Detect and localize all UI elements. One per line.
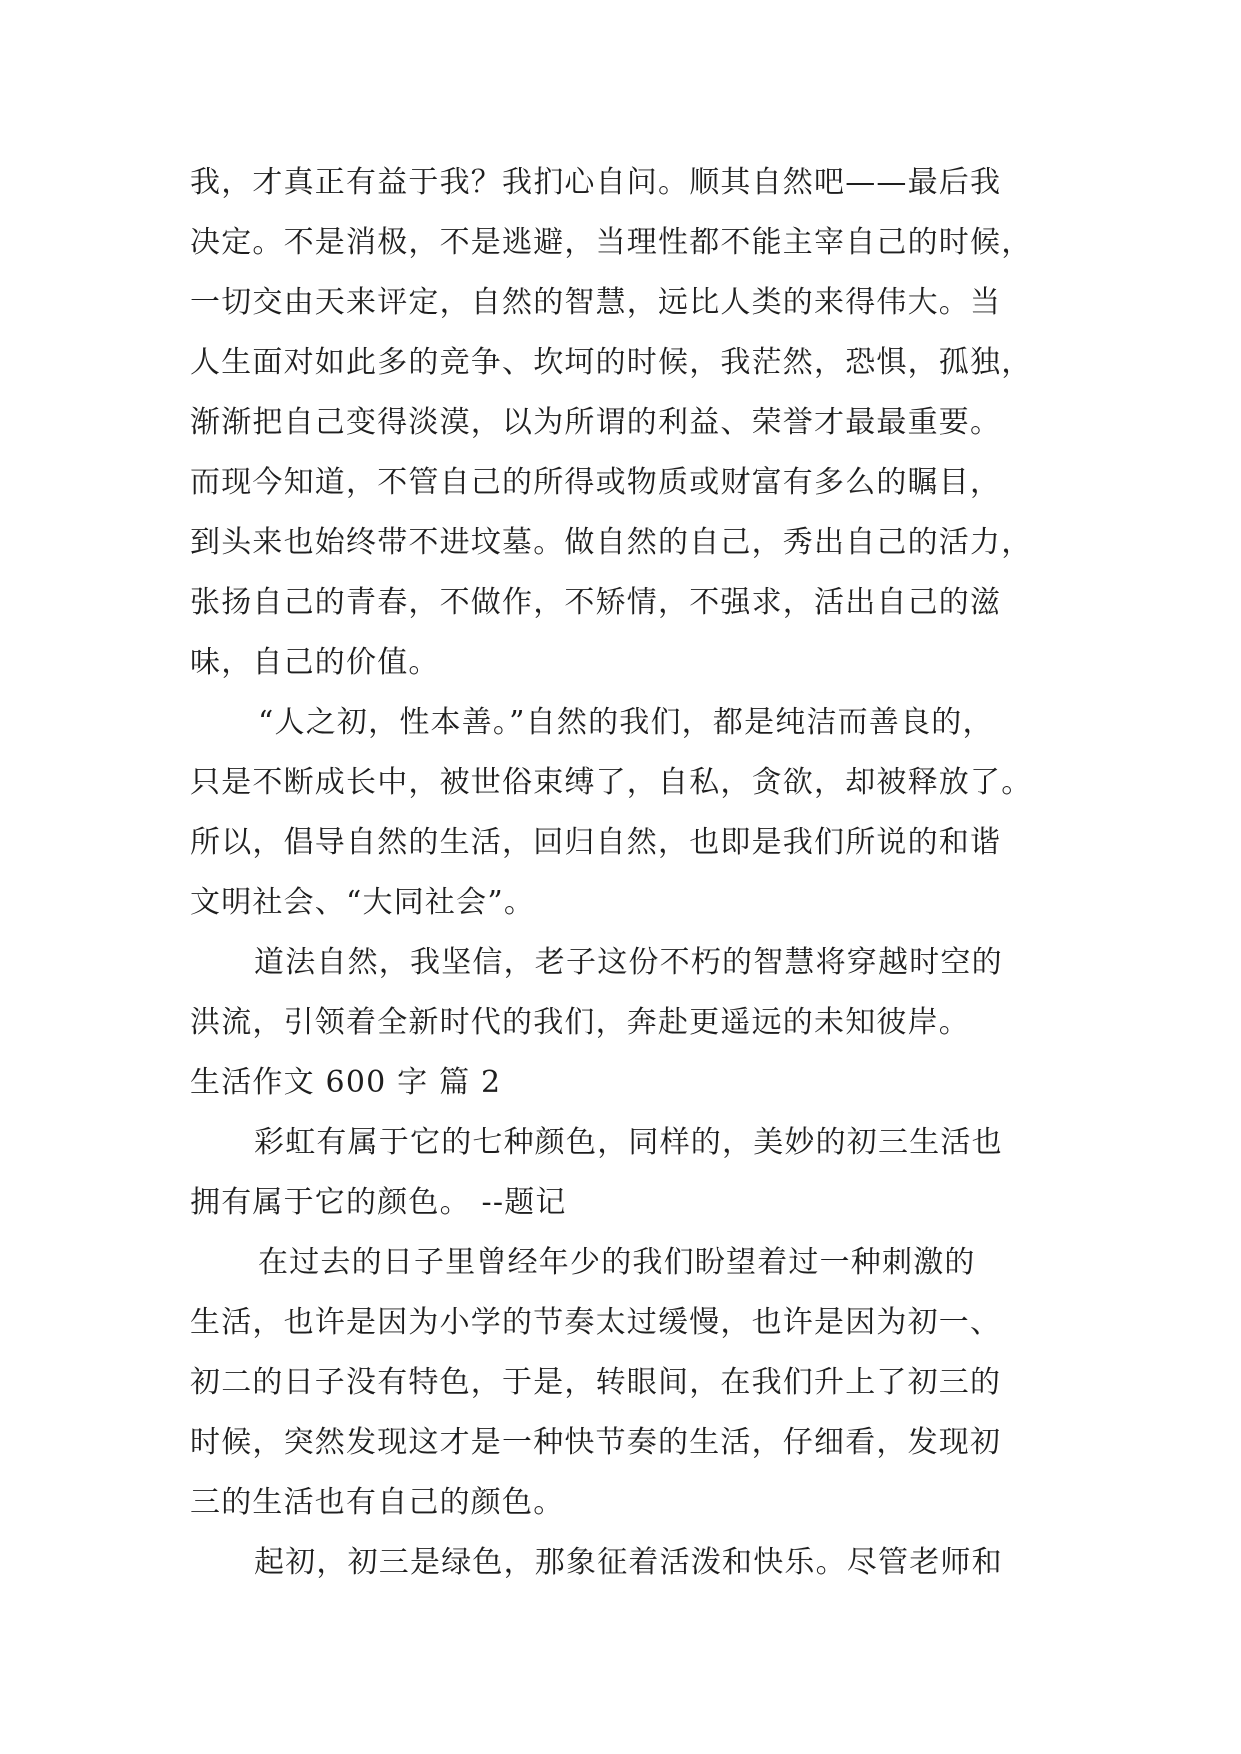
text-line: 在过去的日子里曾经年少的我们盼望着过一种刺激的 xyxy=(258,1245,976,1280)
text-line: 味，自己的价值。 xyxy=(190,645,440,680)
text-line: 拥有属于它的颜色。 --题记 xyxy=(190,1185,567,1220)
text-line: 到头来也始终带不进坟墓。做自然的自己，秀出自己的活力， xyxy=(190,525,1033,560)
text-line: 文明社会、“大同社会”。 xyxy=(190,885,536,920)
text-line: 道法自然，我坚信，老子这份不朽的智慧将穿越时空的 xyxy=(254,945,1003,980)
text-line: 三的生活也有自己的颜色。 xyxy=(190,1485,565,1520)
text-line: 起初，初三是绿色，那象征着活泼和快乐。尽管老师和 xyxy=(254,1545,1003,1580)
text-line: 人生面对如此多的竞争、坎坷的时候，我茫然，恐惧，孤独， xyxy=(190,345,1033,380)
text-line: 张扬自己的青春，不做作，不矫情，不强求，活出自己的滋 xyxy=(190,585,1002,620)
text-line: 渐渐把自己变得淡漠，以为所谓的利益、荣誉才最最重要。 xyxy=(190,405,1002,440)
text-line: 一切交由天来评定，自然的智慧，远比人类的来得伟大。当 xyxy=(190,285,1002,320)
text-line: 彩虹有属于它的七种颜色，同样的，美妙的初三生活也 xyxy=(254,1125,1003,1160)
text-line: 我，才真正有益于我？我扪心自问。顺其自然吧——最后我 xyxy=(190,165,1002,200)
text-line: 洪流，引领着全新时代的我们，奔赴更遥远的未知彼岸。 xyxy=(190,1005,970,1040)
section-heading: 生活作文 600 字 篇 2 xyxy=(190,1065,502,1100)
text-line: 所以，倡导自然的生活，回归自然，也即是我们所说的和谐 xyxy=(190,825,1002,860)
text-line: “人之初，性本善。”自然的我们，都是纯洁而善良的， xyxy=(258,705,994,740)
text-line: 而现今知道，不管自己的所得或物质或财富有多么的瞩目， xyxy=(190,465,1002,500)
text-line: 初二的日子没有特色，于是，转眼间，在我们升上了初三的 xyxy=(190,1365,1002,1400)
text-line: 决定。不是消极，不是逃避，当理性都不能主宰自己的时候， xyxy=(190,225,1033,260)
text-line: 只是不断成长中，被世俗束缚了，自私，贪欲，却被释放了。 xyxy=(190,765,1033,800)
text-line: 生活，也许是因为小学的节奏太过缓慢，也许是因为初一、 xyxy=(190,1305,1002,1340)
text-line: 时候，突然发现这才是一种快节奏的生活，仔细看，发现初 xyxy=(190,1425,1002,1460)
